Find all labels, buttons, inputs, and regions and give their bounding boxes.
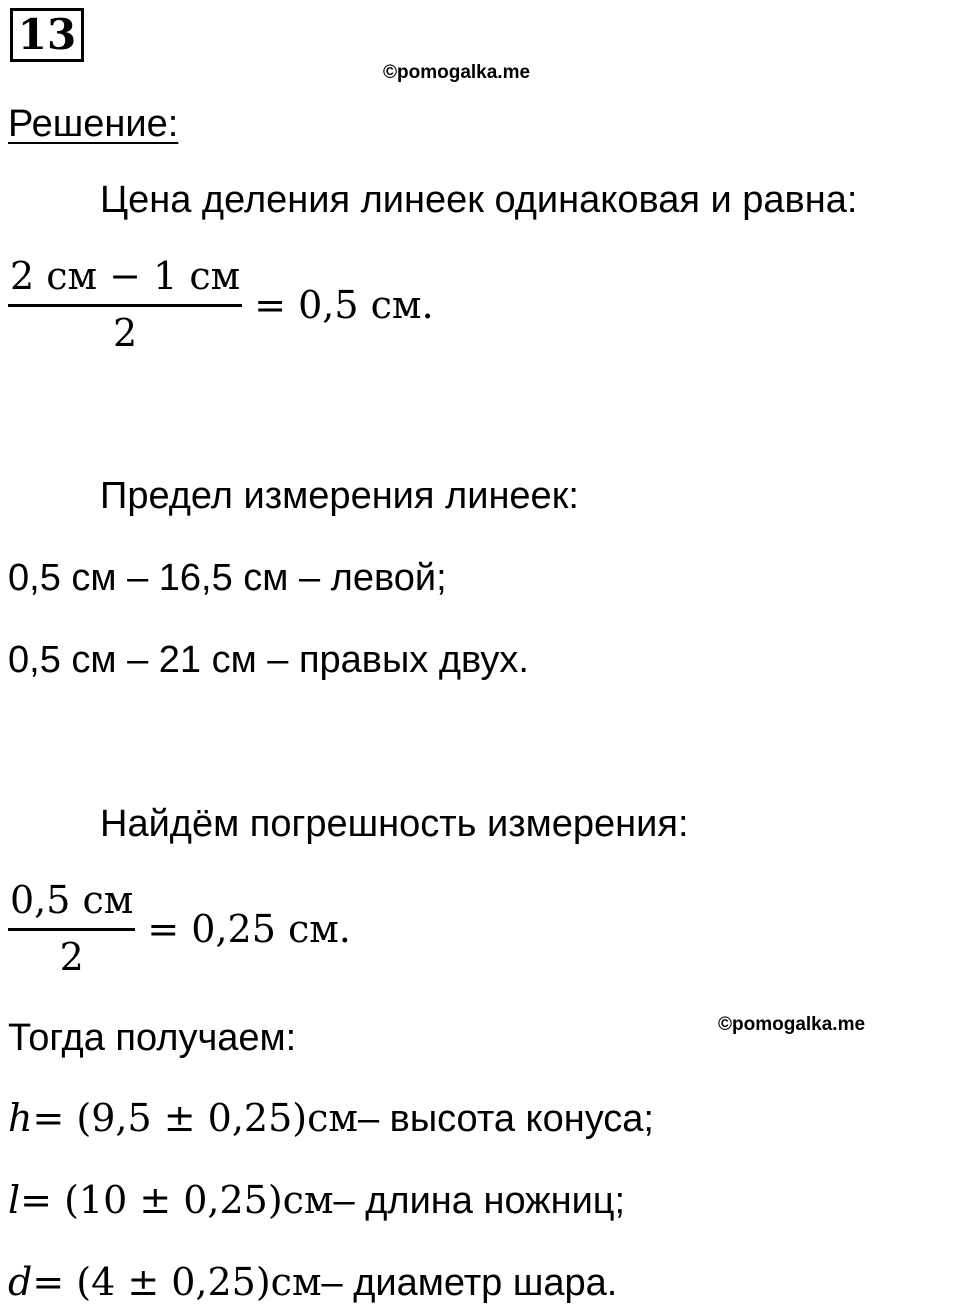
- formula-division-value: [8, 254, 434, 355]
- fraction-1: [8, 254, 242, 355]
- result-ball-diameter: [8, 1260, 617, 1305]
- expr-l: = (10 ± 0,25)см: [20, 1178, 334, 1222]
- formula-1-result: = 0,5 см.: [254, 282, 434, 327]
- paragraph-find-error: Найдём погрешность измерения:: [100, 803, 689, 845]
- fraction-2-numerator: 0,5 см: [10, 878, 134, 922]
- fraction-1-bar: [8, 304, 242, 307]
- fraction-1-denominator: 2: [113, 311, 138, 355]
- label-l: – длина ножниц;: [333, 1180, 626, 1222]
- fraction-2-denominator: 2: [59, 935, 84, 979]
- paragraph-measure-limit: Предел измерения линеек:: [100, 475, 579, 517]
- expr-h: = (9,5 ± 0,25)см: [32, 1096, 358, 1140]
- task-number: 13: [10, 8, 84, 62]
- result-cone-height: [8, 1096, 654, 1141]
- paragraph-result-intro: Тогда получаем:: [8, 1017, 297, 1059]
- label-d: – диаметр шара.: [321, 1262, 618, 1304]
- fraction-2: [8, 878, 135, 979]
- expr-d: = (4 ± 0,25)см: [32, 1260, 322, 1304]
- var-d: d: [8, 1260, 33, 1304]
- result-scissors-length: [8, 1178, 625, 1223]
- label-h: – высота конуса;: [357, 1098, 654, 1140]
- var-l: l: [8, 1178, 21, 1222]
- range-left-ruler: 0,5 см – 16,5 см – левой;: [8, 557, 447, 599]
- fraction-2-bar: [8, 928, 135, 931]
- formula-error: [8, 878, 351, 979]
- formula-2-result: = 0,25 см.: [147, 906, 351, 951]
- solution-heading: Решение:: [8, 103, 179, 145]
- watermark-top: ©pomogalka.me: [383, 62, 531, 83]
- watermark-mid: ©pomogalka.me: [718, 1014, 866, 1035]
- paragraph-division-value: Цена деления линеек одинаковая и равна:: [100, 179, 858, 221]
- range-right-rulers: 0,5 см – 21 см – правых двух.: [8, 639, 529, 681]
- var-h: h: [8, 1096, 33, 1140]
- fraction-1-numerator: 2 см − 1 см: [10, 254, 241, 298]
